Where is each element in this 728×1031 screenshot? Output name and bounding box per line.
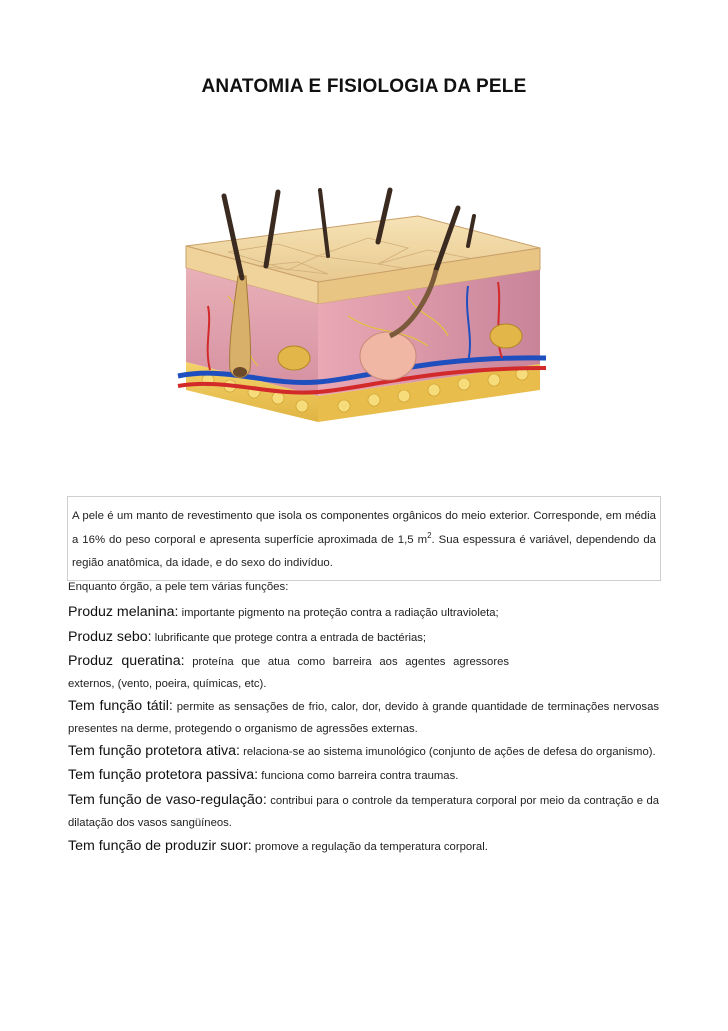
function-term: Tem função tátil: bbox=[68, 698, 173, 715]
function-desc: permite as sensações de frio, calor, dor, devido à grande quantidade de terminações nervosas presentes na derme, protegendo o organismo de agressões externas. bbox=[68, 701, 660, 736]
function-item bbox=[68, 600, 659, 625]
function-item bbox=[68, 789, 659, 834]
intro-text: A pele é um manto de revestimento que isola os componentes orgânicos do meio exterior. Corresponde, em média a 16% do peso corporal e apresenta superfície aproximada de 1,5 m bbox=[72, 510, 656, 546]
function-term: Produz melanina: bbox=[68, 604, 179, 620]
function-desc: promove a regulação da temperatura corporal. bbox=[254, 840, 488, 853]
function-desc: contribui para o controle da temperatura corporal por meio da contração e da dilatação dos vasos sangüíneos. bbox=[68, 794, 660, 829]
function-term: Tem função de vaso-regulação: bbox=[68, 791, 267, 808]
function-desc: importante pigmento na proteção contra a radiação ultravioleta; bbox=[181, 607, 499, 619]
function-item bbox=[68, 740, 659, 763]
function-desc: relaciona-se ao sistema imunológico (conjunto de ações de defesa do organismo). bbox=[243, 746, 656, 759]
function-desc: funciona como barreira contra traumas. bbox=[261, 770, 459, 783]
intro-paragraph-box bbox=[67, 496, 661, 581]
functions-lead: Enquanto órgão, a pele tem várias funções: bbox=[68, 581, 289, 593]
page-title: ANATOMIA E FISIOLOGIA DA PELE bbox=[201, 76, 527, 97]
intro-text-end: . Sua espessura é variável, dependendo da região anatômica, da idade, e do sexo do indivíduo. bbox=[72, 533, 657, 569]
function-item bbox=[68, 763, 659, 788]
function-desc: lubrificante que protege contra a entrada de bactérias; bbox=[154, 632, 427, 645]
function-item bbox=[68, 834, 659, 859]
function-item bbox=[68, 695, 659, 740]
function-term: Tem função protetora ativa: bbox=[68, 743, 240, 760]
function-term: Produz sebo: bbox=[68, 629, 152, 646]
function-item bbox=[68, 650, 659, 695]
function-term: Produz queratina: bbox=[68, 653, 185, 670]
function-term: Tem função de produzir suor: bbox=[68, 837, 252, 854]
functions-list bbox=[68, 600, 659, 859]
function-term: Tem função protetora passiva: bbox=[68, 767, 259, 784]
intro-superscript: 2 bbox=[427, 530, 432, 540]
function-item bbox=[68, 625, 659, 650]
skin-diagram-image bbox=[168, 186, 556, 456]
function-desc: proteína que atua como barreira aos agentes agressores externos, (vento, poeira, químicas, etc). bbox=[68, 656, 510, 691]
